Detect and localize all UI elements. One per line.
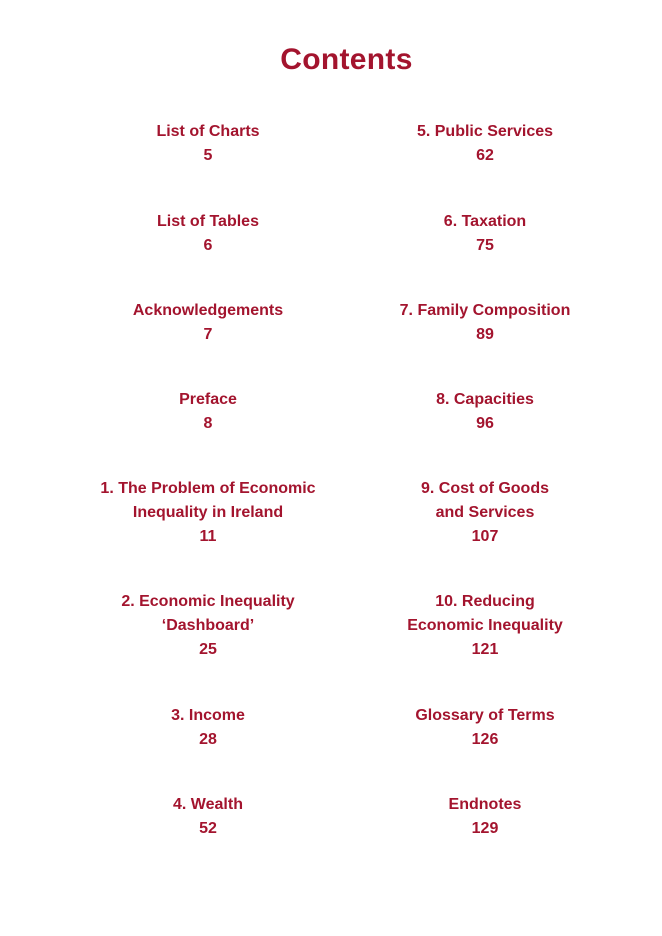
toc-entry-page: 5 [203,147,213,164]
page-title: Contents [280,43,413,76]
toc-entry-title: Acknowledgements [132,302,284,319]
toc-entry-chapter-5[interactable] [355,120,615,168]
toc-entry-chapter-4[interactable] [78,793,338,841]
toc-entry-page: 121 [471,641,499,658]
toc-entry-chapter-8[interactable] [355,388,615,436]
toc-entry-title-line-2: and Services [435,504,535,521]
toc-entry-title: 2. Economic Inequality [121,593,295,610]
toc-entry-title: List of Tables [157,213,259,230]
toc-entry-page: 89 [476,326,494,343]
toc-entry-title: List of Charts [156,123,260,140]
toc-entry-title-line-2: Inequality in Ireland [132,504,284,521]
toc-entry-page: 6 [203,237,213,254]
toc-entry-title: Glossary of Terms [415,707,555,724]
toc-entry-page: 8 [203,415,213,432]
toc-entry-page: 25 [199,641,217,658]
toc-entry-list-of-charts[interactable] [78,120,338,168]
toc-entry-title: 10. Reducing [435,593,535,610]
toc-entry-page: 75 [476,237,494,254]
toc-entry-title: 9. Cost of Goods [421,480,549,497]
toc-entry-title-line-2: ‘Dashboard’ [161,617,255,634]
toc-entry-page: 28 [199,731,217,748]
toc-entry-page: 7 [203,326,213,343]
toc-entry-page: 129 [471,820,499,837]
toc-entry-chapter-7[interactable] [355,299,615,347]
toc-entry-title: 8. Capacities [436,391,534,408]
toc-entry-title-line-2: Economic Inequality [407,617,563,634]
toc-entry-glossary[interactable] [355,704,615,752]
toc-entry-chapter-9[interactable] [355,477,615,549]
toc-entry-page: 62 [476,147,494,164]
toc-entry-page: 11 [199,528,217,545]
toc-entry-title: 1. The Problem of Economic [100,480,316,497]
toc-entry-title: 6. Taxation [443,213,527,230]
toc-entry-page: 52 [199,820,217,837]
toc-entry-chapter-6[interactable] [355,210,615,258]
toc-entry-title: 5. Public Services [416,123,554,140]
toc-entry-title: Preface [179,391,237,408]
toc-entry-endnotes[interactable] [355,793,615,841]
toc-entry-page: 107 [471,528,499,545]
toc-entry-title: 3. Income [171,707,245,724]
toc-entry-title: Endnotes [448,796,522,813]
toc-entry-chapter-2[interactable] [78,590,338,662]
toc-entry-page: 96 [476,415,494,432]
toc-entry-title: 7. Family Composition [399,302,571,319]
toc-entry-chapter-3[interactable] [78,704,338,752]
toc-entry-preface[interactable] [78,388,338,436]
toc-entry-title: 4. Wealth [173,796,243,813]
toc-entry-chapter-1[interactable] [78,477,338,549]
toc-entry-chapter-10[interactable] [355,590,615,662]
toc-entry-page: 126 [471,731,499,748]
toc-entry-acknowledgements[interactable] [78,299,338,347]
toc-entry-list-of-tables[interactable] [78,210,338,258]
